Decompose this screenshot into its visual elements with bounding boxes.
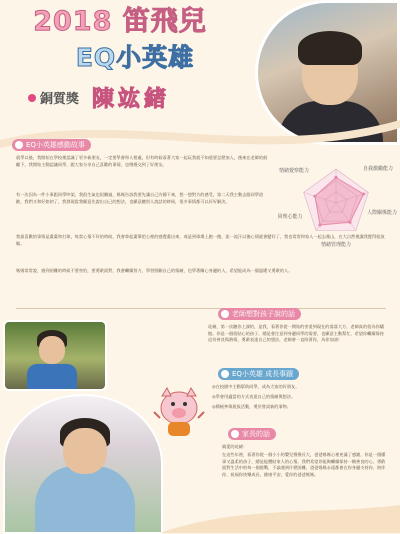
radar-label-4: 同理心能力 [277, 214, 303, 220]
story-section-header [12, 139, 91, 151]
story-paragraph-1: 就學以後，我開始在學校裡認識了更多新朋友，一定要學會和人相處，但有時候看著大家一起玩我就不知道要怎麼加入，後來在老師的鼓勵下，我開始主動認識同學，跟大家分享自己喜歡的事情，也慢慢交到了好朋友。 [16, 155, 268, 167]
growth-item-0: ◎在校園中主動幫助同學，成為大家的好朋友。 [212, 384, 300, 389]
heart-icon [15, 141, 23, 149]
teacher-section-header [218, 308, 301, 320]
story-paragraph-2: 有一次因為一件小事跟同學吵架，我很生氣也很難過，媽媽告訴我要先讓自己冷靜下來，想一想對方的感受，第二天我主動去跟同學道歉，我們又和好如初了，我發現當我願意先說出自己的想法，也願意聽別人說話的時候，很多事情都可以好好解決。 [16, 192, 264, 204]
teacher-message: 竑緒，第一次聽你上課的，是我，看著你從一開始的害羞到現在的落落大方，老師真的很為你驕傲。你是一個很貼心的孩子，總是會注意到身邊同學的需要，也願意主動幫忙，希望你繼續保持這份善良與熱情，勇敢表達自己的想法，老師會一直陪著你，為你加油！ [208, 324, 384, 343]
radar-point [348, 221, 351, 224]
award-level: 銅質獎 [40, 92, 80, 107]
radar-point [318, 223, 321, 226]
radar-label-0: 情緒覺察能力 [278, 168, 309, 174]
section-divider [16, 308, 386, 309]
bottom-decorative-wave [0, 505, 400, 533]
story-paragraph-4: 媽媽常常說，遇到困難的時候不要害怕，要勇敢面對，我會繼續努力，學習照顧自己的情緒，也學著關心身邊的人，希望能成為一個溫暖又勇敢的人。 [16, 268, 293, 273]
winner-name: 陳竑緒 [92, 87, 171, 112]
heart-icon [221, 370, 229, 378]
title-line-2: EQ小英雄 [75, 43, 195, 72]
family-greeting: 親愛的竑緒： [222, 444, 248, 449]
story-header-label: EQ小英雄感動故事 [26, 141, 85, 149]
growth-item-1: ◎學會用適當的方式表達自己的情緒與想法。 [212, 394, 296, 399]
pig-mascot-icon [150, 378, 208, 442]
growth-section-header [218, 368, 299, 380]
radar-label-2: 人際關係能力 [366, 210, 397, 216]
radar-label-1: 自我激勵能力 [362, 166, 393, 172]
growth-header-label: EQ小英雄 成長事蹟 [232, 370, 294, 378]
radar-point [334, 176, 337, 179]
family-section-header [228, 428, 276, 440]
radar-point [313, 195, 316, 198]
child-photo-playground [3, 320, 107, 391]
radar-label-3: 情緒管理能力 [320, 242, 351, 248]
eq-radar-chart [276, 148, 396, 258]
family-message: 在這些年裡，看著你從一個小小的嬰兒慢慢長大，爸爸媽媽心裡充滿了感謝，你是一個懂事又溫柔的孩子，總是能體貼家人的心情，我們希望你能夠繼續保持一顆善良的心，勇敢面對生活中的每一個挑戰，不論遇到什麼困難，爸爸媽媽永遠都會在你身邊支持你、陪伴你，祝福你快樂成長，健康平安，愛你的爸爸媽媽。 [222, 452, 386, 477]
family-header-label: 家長的話 [242, 430, 270, 438]
radar-point [362, 192, 365, 195]
heart-icon [231, 430, 239, 438]
story-paragraph-3: 我最喜歡的事情是畫畫和打球，每當心情不好的時候，我會拿起畫筆把心裡的感覺畫出來，或是到球場上跑一跑，流一流汗以後心情就會變好了，我也常常和家人一起去爬山，在大自然裡讓我覺得很放鬆。 [16, 234, 385, 246]
title-line-1: 2018 笛飛兒 [33, 6, 207, 37]
teacher-header-label: 老師想對孩子說的話 [232, 310, 295, 318]
growth-item-2: ◎積極參與班級活動，勇於嘗試新的事物。 [212, 404, 292, 409]
heart-icon [221, 310, 229, 318]
